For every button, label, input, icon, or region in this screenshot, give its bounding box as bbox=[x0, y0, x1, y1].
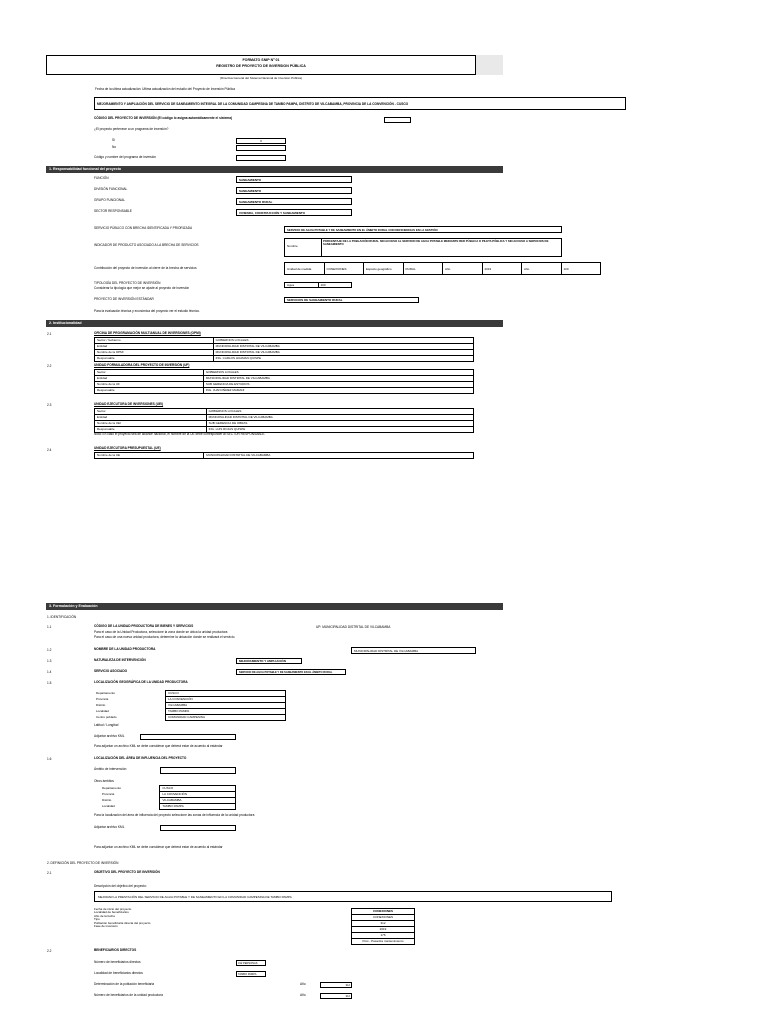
benef-extra[interactable]: 312 bbox=[320, 982, 352, 988]
benef-extra[interactable]: 312 bbox=[320, 993, 352, 999]
sub-heading-1: 1. IDENTIFICACIÓN bbox=[47, 615, 77, 619]
cell: Centro poblado bbox=[96, 714, 117, 719]
proyecto-value[interactable]: SERVICIOS DE SANEAMIENTO RURAL bbox=[284, 297, 419, 303]
indicador-sub: Nombre bbox=[287, 244, 298, 248]
cell: TAMBO PAMPA bbox=[165, 709, 285, 715]
block-title: OFICINA DE PROGRAMACIÓN MULTIANUAL DE INVERSIONES (OPMI) bbox=[94, 331, 201, 335]
indicador-divider bbox=[321, 239, 322, 256]
cell: Localidad bbox=[96, 708, 109, 713]
block-num: 2.4 bbox=[47, 448, 52, 452]
contrib-cell: RURAL bbox=[404, 263, 444, 274]
benef-value[interactable]: TAMBO PAMPA bbox=[236, 971, 266, 977]
benef-year-label: Año bbox=[300, 982, 306, 986]
area-location-table bbox=[100, 785, 236, 810]
area-title: LOCALIZACIÓN DEL ÁREA DE INFLUENCIA DEL PROYECTO bbox=[94, 756, 187, 760]
item-num: 1.4 bbox=[47, 670, 52, 674]
cell: SUB GERENCIA DE ESTUDIOS bbox=[203, 382, 473, 388]
obj-row-label: Localidad de beneficiarios bbox=[94, 910, 129, 915]
benef-title: BENEFICIARIOS DIRECTOS bbox=[94, 948, 137, 952]
item-value-box[interactable]: MUNICIPALIDAD DISTRITAL DE VILCABAMBA bbox=[351, 647, 476, 654]
grupo-label: GRUPO FUNCIONAL bbox=[94, 198, 125, 202]
benef-label: Número de beneficiarios directos bbox=[94, 960, 141, 964]
cell: Responsable bbox=[95, 388, 204, 394]
block-title: UNIDAD FORMULADORA DEL PROYECTO DE INVERSIÓN (UF) bbox=[94, 363, 190, 367]
item-value: UP: MUNICIPALIDAD DISTRITAL DE VILCABAMBA bbox=[316, 625, 391, 629]
ambito-input[interactable] bbox=[160, 767, 236, 774]
block-title: UNIDAD EJECUTORA DE INVERSIONES (UEI) bbox=[94, 402, 164, 406]
otros-label: Otros ámbitos bbox=[94, 779, 114, 783]
servicio-label: SERVICIO PÚBLICO CON BRECHA IDENTIFICADA Y PRIORIZADA bbox=[94, 226, 193, 230]
cell: 176 bbox=[352, 933, 415, 939]
table-row bbox=[100, 804, 236, 810]
item-value-box[interactable]: SERVICIO DE AGUA POTABLE Y DE SANEAMIENTO EN EL ÁMBITO RURAL bbox=[236, 669, 346, 675]
servicio-value[interactable]: SERVICIO DE AGUA POTABLE Y DE SANEAMIENTO EN EL ÁMBITO RURAL CON DEFICIENCIAS EN LA GESTIÓN bbox=[284, 226, 562, 233]
cell: Localidad bbox=[102, 803, 115, 808]
cell: Provincia bbox=[102, 791, 115, 796]
cell: Nombre de la UE bbox=[95, 453, 204, 459]
cell: CUSCO bbox=[160, 786, 236, 792]
grupo-value[interactable]: SANEAMIENTO RURAL bbox=[236, 198, 352, 205]
item-num: 1.3 bbox=[47, 659, 52, 663]
item-num: 1.5 bbox=[47, 681, 52, 685]
tipologia-label: TIPOLOGÍA DEL PROYECTO DE INVERSIÓN bbox=[94, 281, 161, 285]
form-note: (Directiva General del Sistema Nacional de Inversión Pública) bbox=[219, 76, 303, 80]
division-label: DIVISIÓN FUNCIONAL bbox=[94, 187, 128, 191]
cell: MUNICIPALIDAD DISTRITAL DE VILCABAMBA bbox=[213, 344, 473, 350]
cell: Responsable bbox=[95, 427, 207, 433]
section2-note: Nota: En caso el proyecto sea de alcance nacional, el nombre de la UE debe corresponder al SECTOR RESPONSABLE. bbox=[94, 432, 266, 436]
cell: LA CONVENCIÓN bbox=[160, 792, 236, 798]
cell: Sector / Gobierno bbox=[95, 338, 214, 344]
cell: ING. LUIS ROJAS QUISPE bbox=[206, 427, 473, 433]
adjuntar-label-2: Adjuntar archivo KML bbox=[94, 825, 125, 829]
contrib-cell: 2019 bbox=[483, 263, 523, 274]
item-label: NOMBRE DE LA UNIDAD PRODUCTORA bbox=[94, 647, 156, 651]
cell: MUNICIPALIDAD DISTRITAL DE VILCABAMBA bbox=[203, 376, 473, 382]
item-value-box[interactable]: MEJORAMIENTO Y AMPLIACIÓN bbox=[236, 658, 302, 664]
cell: Nombre de la OPMI bbox=[95, 350, 214, 356]
no-label: No bbox=[112, 145, 117, 149]
obj-rows bbox=[94, 908, 150, 929]
adjuntar-note: Para adjuntar un archivo KML se debe considerar que deberá estar de acuerdo al estándar bbox=[94, 744, 223, 748]
cell: COMUNIDAD CAMPESINA bbox=[165, 715, 285, 721]
item-label: LOCALIZACIÓN GEOGRÁFICA DE LA UNIDAD PRODUCTORA bbox=[94, 680, 188, 684]
header-box bbox=[46, 55, 476, 75]
benef-value[interactable]: 312 PERSONAS bbox=[236, 960, 266, 966]
obj-row-label: Fecha de inicio del proyecto bbox=[94, 907, 132, 911]
cell: Nombre de la UEI bbox=[95, 421, 207, 427]
cell: Distrito bbox=[96, 702, 106, 707]
hint-2: Para el caso de una nueva unidad productora, determine la ubicación donde se realizará el servicio. bbox=[94, 635, 236, 639]
contrib-cell: Año bbox=[443, 263, 483, 274]
cell: Sector bbox=[95, 409, 207, 415]
obj-row-label: Población beneficiaria directa del proyecto bbox=[94, 920, 151, 925]
funcion-label: FUNCIÓN bbox=[94, 176, 109, 180]
sector-label: SECTOR RESPONSABLE bbox=[94, 209, 132, 213]
cell: CONEXIONES bbox=[352, 909, 415, 915]
item-num: 1.1 bbox=[47, 625, 52, 629]
si-checkbox[interactable]: x bbox=[236, 138, 286, 144]
adjuntar-note-2: Para adjuntar un archivo KML se debe considerar que deberá estar de acuerdo al estándar bbox=[94, 845, 223, 849]
funcion-value[interactable]: SANEAMIENTO bbox=[236, 176, 352, 183]
cell: MUNICIPALIDAD DISTRITAL DE VILCABAMBA bbox=[204, 453, 474, 459]
obj-sub: Descripción del objetivo del proyecto: bbox=[94, 884, 147, 888]
sector-value[interactable]: VIVIENDA, CONSTRUCCIÓN Y SANEAMIENTO bbox=[236, 209, 352, 216]
contrib-cell: 100 bbox=[563, 267, 569, 271]
section1-note: Para la evaluación técnica y económica del proyecto ver el estudio técnico. bbox=[94, 309, 200, 313]
cell: GOBIERNOS LOCALES bbox=[213, 338, 473, 344]
cell: MUNICIPALIDAD DISTRITAL DE VILCABAMBA bbox=[213, 350, 473, 356]
division-value[interactable]: SANEAMIENTO bbox=[236, 187, 352, 194]
codigo-input[interactable] bbox=[384, 117, 411, 123]
project-title: MEJORAMIENTO Y AMPLIACIÓN DEL SERVICIO DE SANEAMIENTO INTEGRAL DE LA COMUNIDAD CAMPESINA DE TAMBO PAMPA, DISTRITO DE VILCABAMBA, PROVINCIA DE LA CONVENCIÓN - CUSCO bbox=[94, 97, 626, 110]
benef-label: Número de beneficiarios de la unidad productora bbox=[94, 993, 163, 997]
proyecto-label: PROYECTO DE INVERSIÓN ESTÁNDAR bbox=[94, 297, 154, 301]
section-2-header: 2. Institucionalidad bbox=[46, 320, 503, 327]
cell: SUB GERENCIA DE OBRAS bbox=[206, 421, 473, 427]
pregunta-label: ¿El proyecto pertenece a un programa de inversión? bbox=[94, 127, 169, 131]
benef-label: Localidad de beneficiarios directos bbox=[94, 971, 143, 975]
indicador-label: INDICADOR DE PRODUCTO ASOCIADO A LA BRECHA DE SERVICIOS bbox=[94, 243, 199, 247]
block-num: 2.1 bbox=[47, 332, 52, 336]
indicador-box bbox=[284, 238, 562, 257]
cell: Post - Pasantía mantenimiento bbox=[352, 939, 415, 945]
contrib-cell: Espacio geográfico bbox=[364, 263, 404, 274]
form-title: FORMATO SNIP Nº 01 bbox=[242, 58, 280, 62]
table-row bbox=[95, 356, 474, 362]
item-num: 1.6 bbox=[47, 757, 52, 761]
obj-row-label: Tipo bbox=[94, 917, 100, 922]
block-num: 2.3 bbox=[47, 403, 52, 407]
tipologia-value: Agua bbox=[285, 283, 319, 287]
location-table bbox=[94, 690, 286, 721]
contribucion-label: Contribución del proyecto de inversión al cierre de la brecha de servicios bbox=[94, 266, 197, 270]
section-1-header: 1. Responsabilidad funcional del proyecto bbox=[46, 166, 503, 173]
block-num: 2.2 bbox=[47, 364, 52, 368]
cell: Departamento bbox=[102, 785, 122, 790]
area-note: Para la localización del área de influencia del proyecto seleccione las zonas de influencia de la unidad productora bbox=[94, 813, 255, 817]
table-row bbox=[95, 453, 474, 459]
si-label: Si bbox=[112, 138, 115, 142]
cell: 2019 bbox=[352, 927, 415, 933]
item-label: NATURALEZA DE INTERVENCIÓN bbox=[94, 658, 146, 662]
item-label: SERVICIO ASOCIADO bbox=[94, 669, 128, 673]
cell: Entidad bbox=[95, 415, 207, 421]
section-3-header: 3. Formulación y Evaluación bbox=[46, 603, 503, 610]
cell: Nombre de la UF bbox=[95, 382, 204, 388]
table-row bbox=[352, 939, 415, 945]
programa-label: Código y nombre del programa de inversión bbox=[94, 155, 157, 159]
cell: Entidad bbox=[95, 344, 214, 350]
sub-heading-2: 2. DEFINICIÓN DEL PROYECTO DE INVERSIÓN bbox=[47, 861, 119, 865]
cell: CONEXIONES bbox=[352, 915, 415, 921]
block-table bbox=[94, 337, 474, 362]
contribucion-row bbox=[284, 262, 601, 275]
cell: GOBIERNOS LOCALES bbox=[206, 409, 473, 415]
codigo-label: CÓDIGO DEL PROYECTO DE INVERSIÓN (El código lo asigna automáticamente el sistema) bbox=[94, 116, 233, 120]
cell: MUNICIPALIDAD DISTRITAL DE VILCABAMBA bbox=[206, 415, 473, 421]
benef-label: Determinación de la población beneficiaria bbox=[94, 982, 155, 986]
cell: ING. JUAN PÉREZ MAMANI bbox=[203, 388, 473, 394]
cell: VILCABAMBA bbox=[165, 703, 285, 709]
adjuntar-input[interactable] bbox=[140, 734, 236, 740]
cell: Responsable bbox=[95, 356, 214, 362]
contrib-cell: CONEXIONES bbox=[325, 263, 365, 274]
ambito-label: Ámbito de intervención bbox=[94, 767, 127, 771]
tipologia-sub: Considerar la tipología que mejor se ajuste al proyecto de inversión bbox=[94, 286, 190, 290]
cell: Departamento bbox=[96, 690, 116, 695]
cell: Provincia bbox=[96, 696, 109, 701]
programa-input[interactable] bbox=[236, 155, 286, 161]
header-shade bbox=[476, 55, 503, 75]
item-num: 2.1 bbox=[47, 871, 52, 875]
benef-year-label: Año bbox=[300, 993, 306, 997]
hint-1: Para el caso de la Unidad Productora, seleccione la zona donde se ubica la unidad productora bbox=[94, 630, 228, 634]
obj-title: OBJETIVO DEL PROYECTO DE INVERSIÓN bbox=[94, 870, 160, 874]
table-row bbox=[94, 715, 286, 721]
adjuntar-label: Adjuntar archivo KML bbox=[94, 734, 125, 738]
form-subtitle: REGISTRO DE PROYECTO DE INVERSION PÚBLICA bbox=[216, 64, 306, 68]
cell: CUSCO bbox=[165, 691, 285, 697]
cell: GOBIERNOS LOCALES bbox=[203, 370, 473, 376]
tipologia-row[interactable] bbox=[284, 282, 352, 288]
cell: LA CONVENCIÓN bbox=[165, 697, 285, 703]
cell: Distrito bbox=[102, 797, 112, 802]
contrib-cell: Año bbox=[522, 263, 562, 274]
item-label: CÓDIGO DE LA UNIDAD PRODUCTORA DE BIENES Y SERVICIOS bbox=[94, 624, 194, 628]
adjuntar-input-2[interactable] bbox=[160, 825, 236, 831]
tipologia-num: 100 bbox=[320, 283, 326, 287]
cell: VILCABAMBA bbox=[160, 798, 236, 804]
cell: Entidad bbox=[95, 376, 204, 382]
obj-row-label: Fase de inversión bbox=[94, 924, 118, 929]
table-row bbox=[95, 388, 474, 394]
cell: Sector bbox=[95, 370, 204, 376]
block-table bbox=[94, 452, 474, 459]
block-title: UNIDAD EJECUTORA PRESUPUESTAL (UE) bbox=[94, 446, 161, 450]
block-table bbox=[94, 369, 474, 394]
obj-value[interactable]: MEJORAR LA PRESTACIÓN DEL SERVICIO DE AGUA POTABLE Y DE SANEAMIENTO EN LA COMUNIDAD CAMPESINA DE TAMBO PAMPA bbox=[94, 891, 612, 902]
item-num: 1.2 bbox=[47, 648, 52, 652]
latlong-label: Latitud / Longitud bbox=[94, 723, 119, 727]
item-num: 2.2 bbox=[47, 949, 52, 953]
intro-text: Fecha de la ultima actualización: Ultima actualización del estudio del Proyecto de Inversión Pública bbox=[95, 87, 235, 91]
cell: 312 bbox=[352, 921, 415, 927]
cell: TAMBO PAMPA bbox=[160, 804, 236, 810]
obj-row-label: Año de la fecha bbox=[94, 913, 115, 918]
obj-right-table bbox=[351, 908, 415, 945]
cell: ING. CARLOS HUAMAN QUISPE bbox=[213, 356, 473, 362]
no-checkbox[interactable] bbox=[236, 145, 286, 151]
contrib-cell: Unidad de medida bbox=[285, 263, 325, 274]
block-table bbox=[94, 408, 474, 433]
indicador-value: PORCENTAJE DE LA POBLACIÓN RURAL SIN ACCESO AL SERVICIO DE AGUA POTABLE MEDIANTE RED PÚBLICA O PILETA PÚBLICA Y SIN ACCESO A SERVICIOS DE SANEAMIENTO bbox=[323, 239, 549, 247]
